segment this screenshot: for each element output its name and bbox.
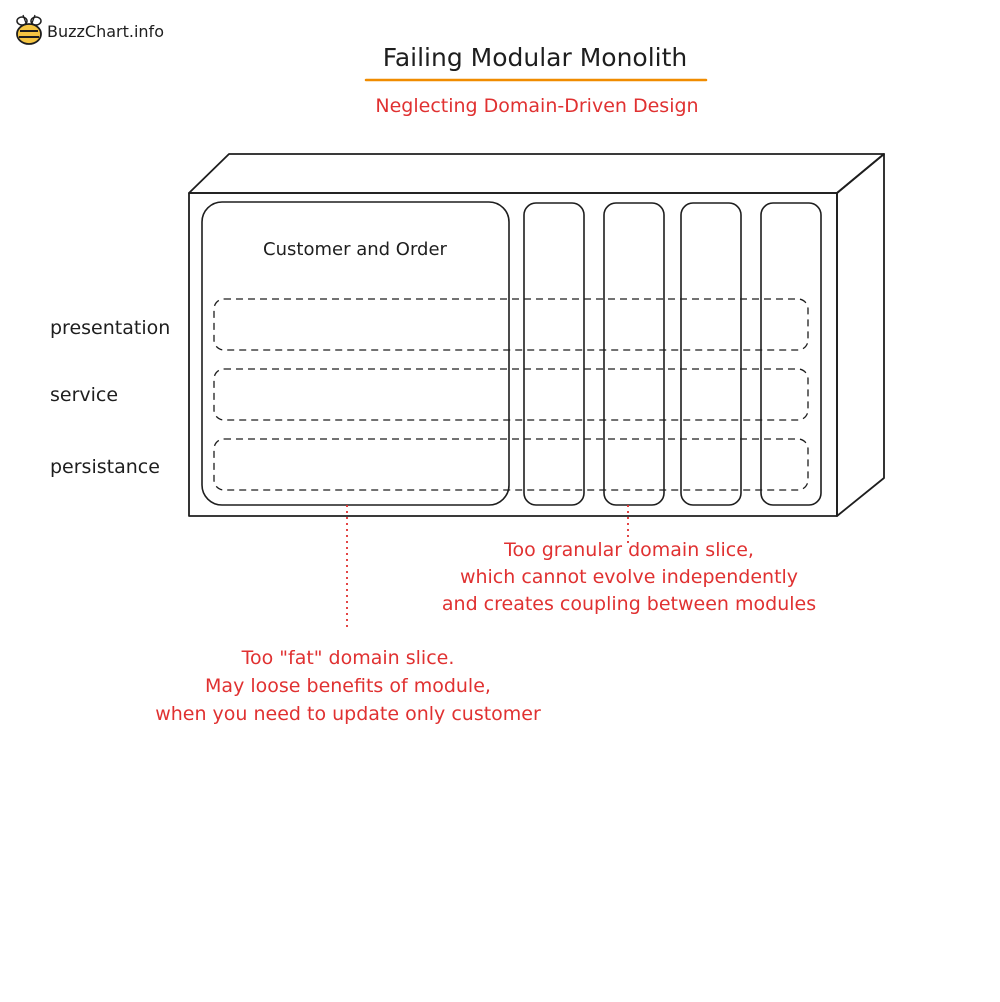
module-slim <box>604 203 664 505</box>
module-slim <box>761 203 821 505</box>
layer-labels <box>50 317 170 478</box>
layer-presentation-band <box>214 299 808 350</box>
diagram-title: Failing Modular Monolith <box>382 43 688 72</box>
brand-name: BuzzChart.info <box>47 22 164 41</box>
layers <box>214 299 808 490</box>
layer-persistance-band <box>214 439 808 490</box>
module-slim <box>524 203 584 505</box>
layer-label-persistance: persistance <box>50 456 160 478</box>
monolith-box <box>189 154 884 516</box>
annotation-fat-line-2: May loose benefits of module, <box>205 675 491 697</box>
annotation-fat-line-1: Too "fat" domain slice. <box>241 647 455 669</box>
diagram-subtitle: Neglecting Domain-Driven Design <box>375 95 699 117</box>
brand-logo <box>17 15 164 44</box>
module-slim <box>681 203 741 505</box>
bee-icon <box>17 15 41 44</box>
monolith-side-face <box>837 154 884 516</box>
annotation-granular <box>442 539 816 615</box>
monolith-top-face <box>189 154 884 193</box>
annotation-granular-line-1: Too granular domain slice, <box>504 539 754 561</box>
layer-label-service: service <box>50 384 119 406</box>
annotation-granular-line-2: which cannot evolve independently <box>459 566 799 588</box>
annotation-granular-line-3: and creates coupling between modules <box>441 593 817 615</box>
annotation-fat-line-3: when you need to update only customer <box>155 703 541 725</box>
layer-label-presentation: presentation <box>50 317 171 339</box>
layer-service-band <box>214 369 808 420</box>
fat-module-label: Customer and Order <box>263 239 447 260</box>
annotation-fat <box>155 647 541 725</box>
